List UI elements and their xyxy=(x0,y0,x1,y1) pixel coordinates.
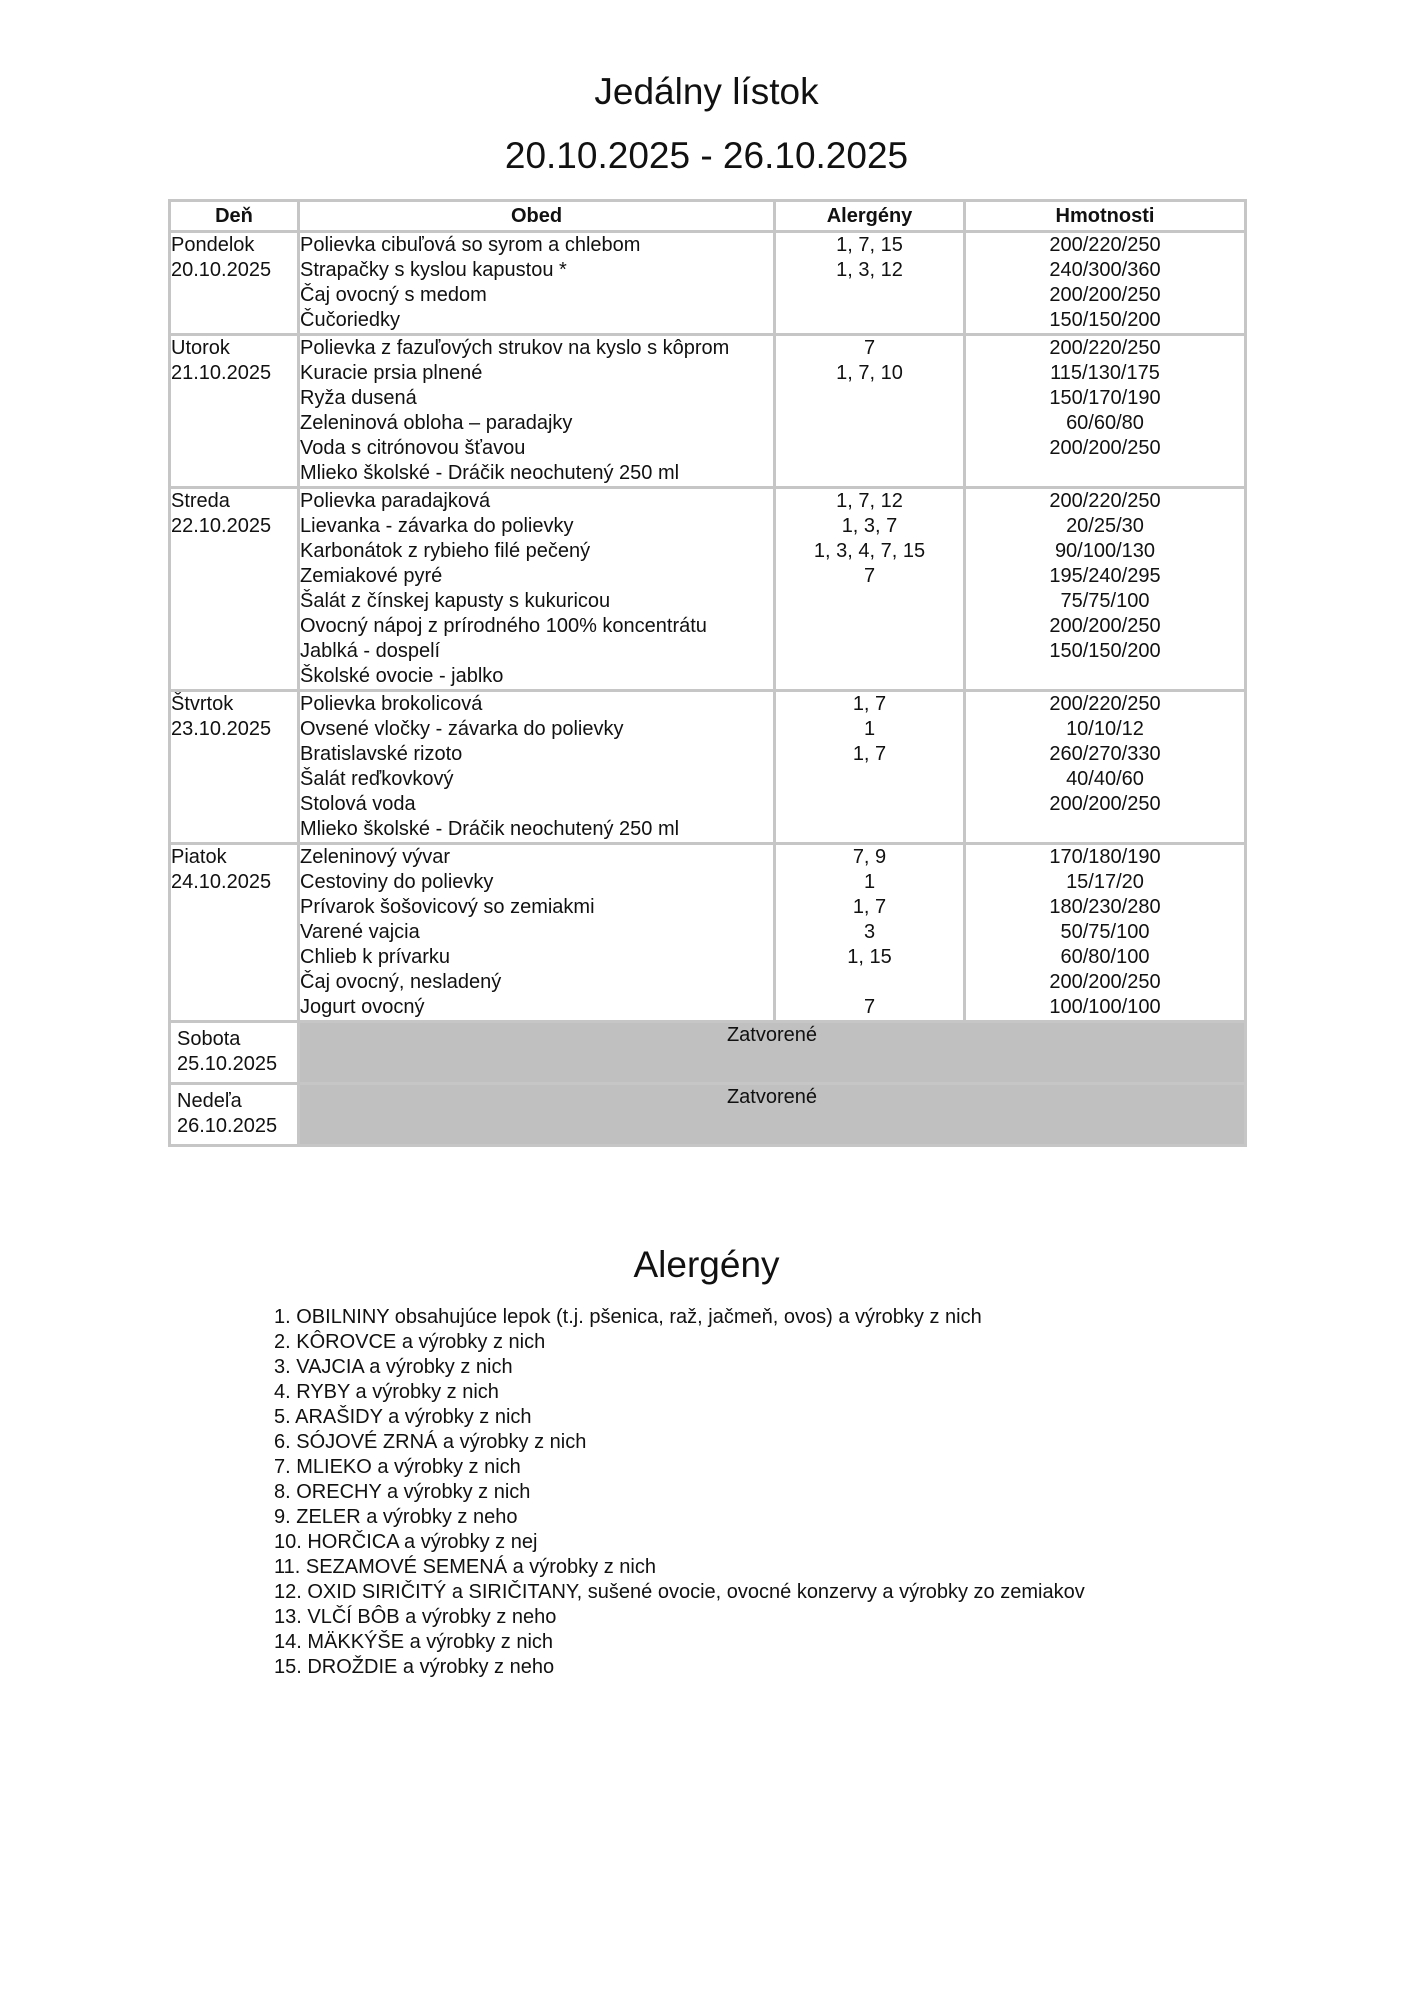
weight-values: 75/75/100 xyxy=(1060,590,1150,612)
table-row-closed xyxy=(170,1022,1246,1084)
day-date: 24.10.2025 xyxy=(171,871,272,893)
weights-cell xyxy=(965,232,1246,335)
day-date: 23.10.2025 xyxy=(171,718,272,740)
weight-values: 260/270/330 xyxy=(1049,743,1161,765)
allergen-legend-title: Alergény xyxy=(633,1244,780,1285)
allergen-codes: 7 xyxy=(863,337,876,359)
dish-item: Šalát reďkovkový xyxy=(300,768,454,790)
day-name: Sobota xyxy=(177,1028,241,1050)
day-cell xyxy=(170,1022,299,1084)
weight-values: 60/80/100 xyxy=(1060,946,1150,968)
weight-values: 195/240/295 xyxy=(1049,565,1161,587)
dish-item: Ryža dusená xyxy=(300,387,417,409)
table-row xyxy=(170,335,1246,488)
day-name: Utorok xyxy=(171,337,230,359)
allergen-codes: 1, 7 xyxy=(852,743,887,765)
allergen-codes xyxy=(776,664,963,689)
weight-values: 20/25/30 xyxy=(1066,515,1144,537)
weight-values: 200/220/250 xyxy=(1049,337,1161,359)
allergen-legend-list xyxy=(274,1305,1085,1680)
dish-item: Voda s citrónovou šťavou xyxy=(300,437,526,459)
dish-item: Polievka brokolicová xyxy=(300,693,483,715)
day-cell xyxy=(170,335,299,488)
allergen-codes: 1, 7 xyxy=(852,896,887,918)
allergen-codes: 7 xyxy=(863,565,876,587)
table-row xyxy=(170,232,1246,335)
table-header-row xyxy=(170,201,1246,232)
dish-item: Stolová voda xyxy=(300,793,416,815)
dish-item: Kuracie prsia plnené xyxy=(300,362,483,384)
allergen-legend-item: 7. MLIEKO a výrobky z nich xyxy=(274,1456,521,1478)
allergens-cell xyxy=(775,335,965,488)
allergens-cell xyxy=(775,232,965,335)
weights-cell xyxy=(965,844,1246,1022)
weight-values: 180/230/280 xyxy=(1049,896,1161,918)
weights-cell xyxy=(965,335,1246,488)
weight-values: 200/220/250 xyxy=(1049,234,1161,256)
weight-values: 200/200/250 xyxy=(1049,615,1161,637)
weight-values: 170/180/190 xyxy=(1049,846,1161,868)
weight-values: 10/10/12 xyxy=(1066,718,1144,740)
weights-cell xyxy=(965,488,1246,691)
day-name: Nedeľa xyxy=(177,1090,242,1112)
weight-values: 200/200/250 xyxy=(1049,971,1161,993)
allergen-codes: 7, 9 xyxy=(852,846,887,868)
allergen-codes: 1, 3, 7 xyxy=(841,515,898,537)
allergen-legend-item: 9. ZELER a výrobky z neho xyxy=(274,1506,518,1528)
table-row xyxy=(170,691,1246,844)
weight-values: 200/200/250 xyxy=(1049,284,1161,306)
allergen-legend-item: 10. HORČICA a výrobky z nej xyxy=(274,1531,538,1553)
allergens-cell xyxy=(775,844,965,1022)
dish-item: Zeleninový vývar xyxy=(300,846,451,868)
column-header-allergens: Alergény xyxy=(775,201,965,232)
day-date: 22.10.2025 xyxy=(171,515,272,537)
weight-values: 115/130/175 xyxy=(1050,362,1160,384)
table-row-closed xyxy=(170,1084,1246,1146)
allergen-legend-item: 12. OXID SIRIČITÝ a SIRIČITANY, sušené ovocie, ovocné konzervy a výrobky zo zemiakov xyxy=(274,1581,1085,1603)
day-cell xyxy=(170,232,299,335)
menu-table xyxy=(168,199,1247,1147)
allergen-codes xyxy=(776,436,963,461)
weights-cell xyxy=(965,691,1246,844)
allergens-cell xyxy=(775,691,965,844)
dish-item: Jablká - dospelí xyxy=(300,640,441,662)
column-header-weights: Hmotnosti xyxy=(965,201,1246,232)
weight-values: 150/170/190 xyxy=(1049,387,1161,409)
day-name: Piatok xyxy=(171,846,227,868)
allergen-legend-item: 2. KÔROVCE a výrobky z nich xyxy=(274,1331,546,1353)
dish-item: Ovocný nápoj z prírodného 100% koncentrátu xyxy=(300,615,707,637)
allergen-codes: 1 xyxy=(863,718,876,740)
day-date: 20.10.2025 xyxy=(171,259,272,281)
allergen-legend-item: 14. MÄKKÝŠE a výrobky z nich xyxy=(274,1631,554,1653)
allergen-legend-item: 5. ARAŠIDY a výrobky z nich xyxy=(274,1406,532,1428)
weight-values: 200/200/250 xyxy=(1049,793,1161,815)
day-name: Pondelok xyxy=(171,234,255,256)
dish-item: Mlieko školské - Dráčik neochutený 250 ml xyxy=(300,818,680,840)
allergen-codes xyxy=(776,970,963,995)
page-title: Jedálny lístok xyxy=(594,71,819,112)
day-cell xyxy=(170,1084,299,1146)
dish-item: Polievka cibuľová so syrom a chlebom xyxy=(300,234,641,256)
day-name: Streda xyxy=(171,490,230,512)
dishes-cell xyxy=(299,335,775,488)
dish-item: Jogurt ovocný xyxy=(300,996,425,1018)
allergens-cell xyxy=(775,488,965,691)
allergen-legend-item: 4. RYBY a výrobky z nich xyxy=(274,1381,499,1403)
dish-item: Lievanka - závarka do polievky xyxy=(300,515,574,537)
allergen-codes: 3 xyxy=(863,921,876,943)
table-row xyxy=(170,844,1246,1022)
dish-item: Zeleninová obloha – paradajky xyxy=(300,412,573,434)
dish-item: Čaj ovocný s medom xyxy=(300,284,487,306)
allergen-codes: 7 xyxy=(863,996,876,1018)
allergen-legend-item: 3. VAJCIA a výrobky z nich xyxy=(274,1356,513,1378)
closed-status: Zatvorené xyxy=(299,1084,1246,1146)
weight-values: 150/150/200 xyxy=(1049,640,1161,662)
allergen-codes: 1, 7, 15 xyxy=(836,234,903,256)
weight-values xyxy=(966,664,1244,689)
dish-item: Zemiakové pyré xyxy=(300,565,443,587)
dish-item: Šalát z čínskej kapusty s kukuricou xyxy=(300,590,611,612)
allergen-codes xyxy=(776,639,963,664)
allergen-codes xyxy=(776,461,963,486)
weight-values xyxy=(966,817,1244,842)
allergen-codes xyxy=(776,589,963,614)
dish-item: Prívarok šošovicový so zemiakmi xyxy=(300,896,595,918)
allergen-codes xyxy=(776,411,963,436)
weight-values: 200/200/250 xyxy=(1049,437,1161,459)
dish-item: Čaj ovocný, nesladený xyxy=(300,971,502,993)
day-date: 25.10.2025 xyxy=(177,1053,278,1075)
weight-values: 50/75/100 xyxy=(1060,921,1150,943)
dish-item: Školské ovocie - jablko xyxy=(300,665,504,687)
allergen-legend-item: 6. SÓJOVÉ ZRNÁ a výrobky z nich xyxy=(274,1431,587,1453)
dish-item: Polievka z fazuľových strukov na kyslo s kôprom xyxy=(300,337,730,359)
allergen-legend-item: 8. ORECHY a výrobky z nich xyxy=(274,1481,531,1503)
dish-item: Čučoriedky xyxy=(300,309,401,331)
weight-values: 240/300/360 xyxy=(1049,259,1161,281)
allergen-codes xyxy=(776,386,963,411)
allergen-codes: 1, 15 xyxy=(847,946,892,968)
allergen-codes xyxy=(776,283,963,308)
dish-item: Bratislavské rizoto xyxy=(300,743,463,765)
allergen-legend-item: 13. VLČÍ BÔB a výrobky z neho xyxy=(274,1606,557,1628)
allergen-codes: 1, 7 xyxy=(852,693,887,715)
closed-status: Zatvorené xyxy=(299,1022,1246,1084)
allergen-codes xyxy=(776,614,963,639)
day-name: Štvrtok xyxy=(171,693,234,715)
allergen-codes xyxy=(776,308,963,333)
day-cell xyxy=(170,691,299,844)
dishes-cell xyxy=(299,232,775,335)
allergen-codes: 1, 7, 12 xyxy=(836,490,903,512)
weight-values: 100/100/100 xyxy=(1049,996,1161,1018)
column-header-lunch: Obed xyxy=(299,201,775,232)
weight-values: 60/60/80 xyxy=(1066,412,1144,434)
weight-values: 150/150/200 xyxy=(1049,309,1161,331)
date-range: 20.10.2025 - 26.10.2025 xyxy=(504,135,909,176)
allergen-legend-item: 11. SEZAMOVÉ SEMENÁ a výrobky z nich xyxy=(274,1556,656,1578)
allergen-codes: 1, 7, 10 xyxy=(836,362,903,384)
day-cell xyxy=(170,488,299,691)
dishes-cell xyxy=(299,691,775,844)
dish-item: Karbonátok z rybieho filé pečený xyxy=(300,540,591,562)
allergen-codes xyxy=(776,767,963,792)
weight-values: 200/220/250 xyxy=(1049,693,1161,715)
dish-item: Chlieb k prívarku xyxy=(300,946,451,968)
day-date: 21.10.2025 xyxy=(171,362,272,384)
dishes-cell xyxy=(299,488,775,691)
allergen-legend-item: 15. DROŽDIE a výrobky z neho xyxy=(274,1656,555,1678)
allergen-codes: 1, 3, 4, 7, 15 xyxy=(813,540,926,562)
allergen-codes: 1, 3, 12 xyxy=(836,259,903,281)
weight-values: 200/220/250 xyxy=(1049,490,1161,512)
dish-item: Ovsené vločky - závarka do polievky xyxy=(300,718,624,740)
dish-item: Polievka paradajková xyxy=(300,490,491,512)
allergen-legend-item: 1. OBILNINY obsahujúce lepok (t.j. pšenica, raž, jačmeň, ovos) a výrobky z nich xyxy=(274,1306,982,1328)
day-cell xyxy=(170,844,299,1022)
allergen-codes: 1 xyxy=(863,871,876,893)
dish-item: Cestoviny do polievky xyxy=(300,871,494,893)
dish-item: Varené vajcia xyxy=(300,921,420,943)
day-date: 26.10.2025 xyxy=(177,1115,278,1137)
weight-values: 15/17/20 xyxy=(1066,871,1144,893)
weight-values xyxy=(966,461,1244,486)
dish-item: Mlieko školské - Dráčik neochutený 250 ml xyxy=(300,462,680,484)
dish-item: Strapačky s kyslou kapustou * xyxy=(300,259,567,281)
allergen-codes xyxy=(776,817,963,842)
column-header-day: Deň xyxy=(170,201,299,232)
table-row xyxy=(170,488,1246,691)
dishes-cell xyxy=(299,844,775,1022)
weight-values: 40/40/60 xyxy=(1066,768,1144,790)
weight-values: 90/100/130 xyxy=(1054,540,1156,562)
allergen-codes xyxy=(776,792,963,817)
